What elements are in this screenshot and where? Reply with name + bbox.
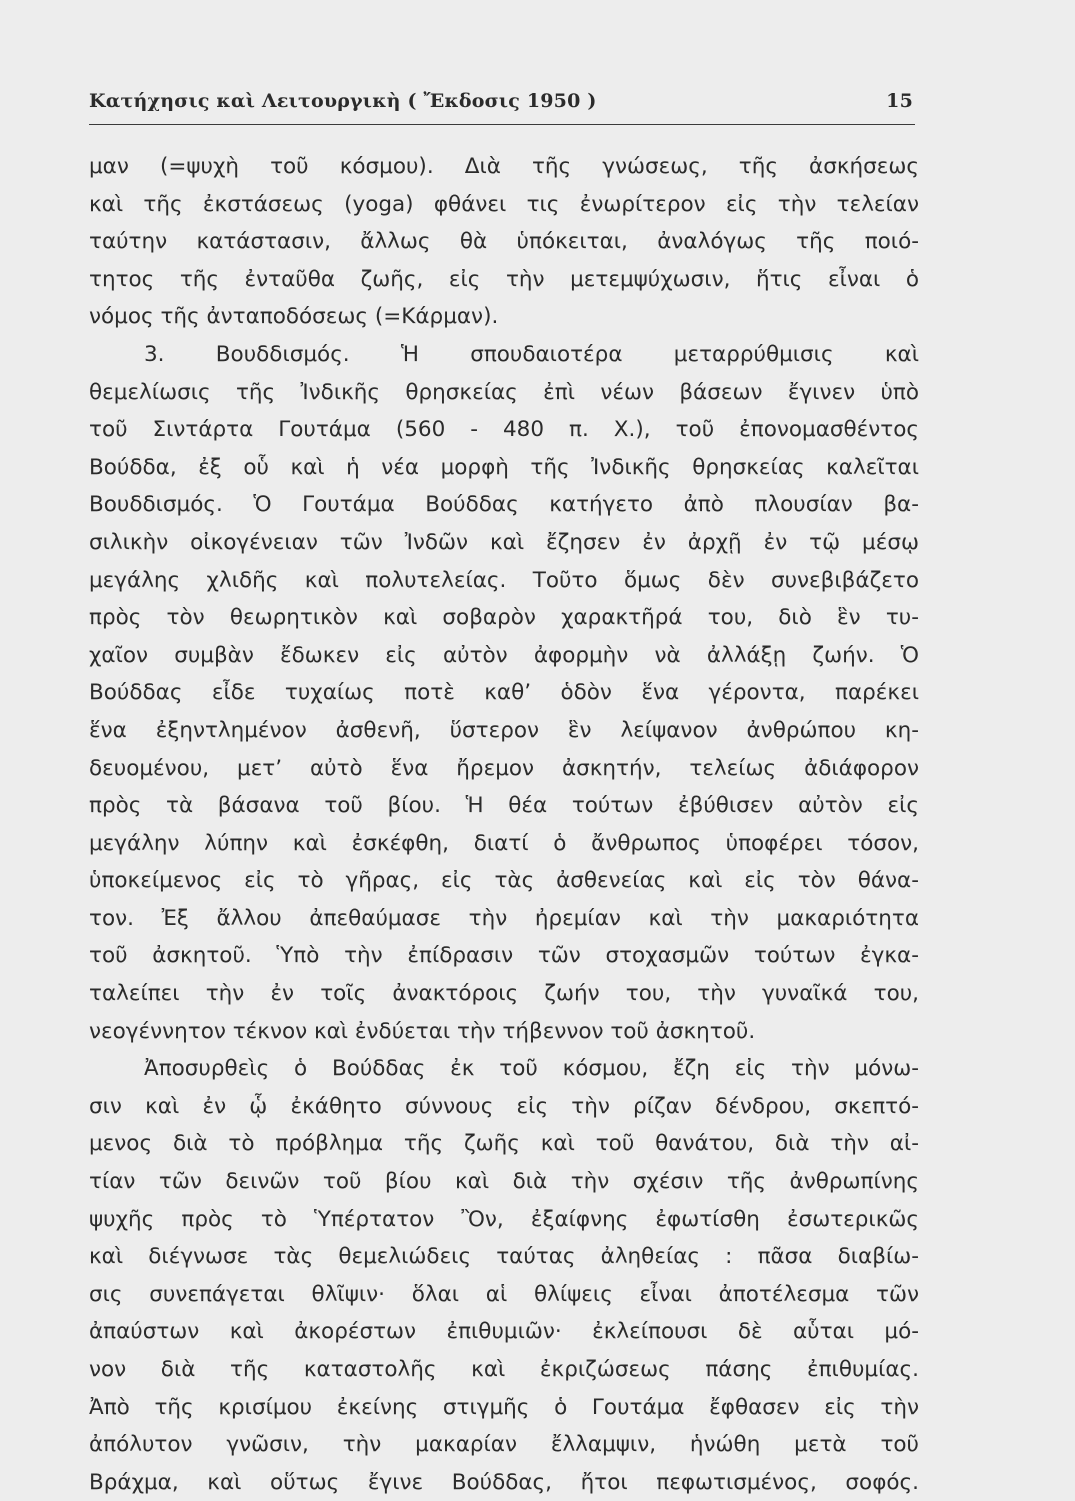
text-line: ψυχῆς πρὸς τὸ Ὑπέρτατον Ὂν, ἐξαίφνης ἐφωτίσθη ἐσωτερικῶς <box>89 1206 919 1232</box>
text-line: ὑποκείμενος εἰς τὸ γῆρας, εἰς τὰς ἀσθενείας καὶ εἰς τὸν θάνα- <box>89 868 919 894</box>
text-line: σις συνεπάγεται θλῖψιν· ὅλαι αἱ θλίψεις εἶναι ἀποτέλεσμα τῶν <box>89 1281 919 1307</box>
text-line: ταύτην κατάστασιν, ἄλλως θὰ ὑπόκειται, ἀναλόγως τῆς ποιό- <box>89 229 919 255</box>
text-line: Βούδδας εἶδε τυχαίως ποτὲ καθ’ ὁδὸν ἕνα γέροντα, παρέκει <box>89 680 919 706</box>
text-line: 3. Βουδδισμός. Ἡ σπουδαιοτέρα μεταρρύθμισις καὶ <box>144 341 919 367</box>
text-line: μενος διὰ τὸ πρόβλημα τῆς ζωῆς καὶ τοῦ θανάτου, διὰ τὴν αἰ- <box>89 1131 919 1157</box>
body-text <box>89 148 919 1501</box>
text-line: Βράχμα, καὶ οὕτως ἔγινε Βούδδας, ἤτοι πεφωτισμένος, σοφός. <box>89 1469 919 1495</box>
text-line: θεμελίωσις τῆς Ἰνδικῆς θρησκείας ἐπὶ νέων βάσεων ἔγινεν ὑπὸ <box>89 379 919 405</box>
text-line: καὶ τῆς ἐκστάσεως (yoga) φθάνει τις ἐνωρίτερον εἰς τὴν τελείαν <box>89 191 919 217</box>
text-line: νόμος τῆς ἀνταποδόσεως (=Κάρμαν). <box>89 304 499 330</box>
text-line: πρὸς τὰ βάσανα τοῦ βίου. Ἡ θέα τούτων ἐβύθισεν αὐτὸν εἰς <box>89 793 919 819</box>
text-line: χαῖον συμβὰν ἔδωκεν εἰς αὐτὸν ἀφορμὴν νὰ ἀλλάξῃ ζωήν. Ὁ <box>89 642 919 668</box>
text-line: τοῦ ἀσκητοῦ. Ὑπὸ τὴν ἐπίδρασιν τῶν στοχασμῶν τούτων ἐγκα- <box>89 943 919 969</box>
text-line: μαν (=ψυχὴ τοῦ κόσμου). Διὰ τῆς γνώσεως, τῆς ἀσκήσεως <box>89 154 919 179</box>
running-title: Κατήχησις καὶ Λειτουργικὴ ( Ἔκδοσις 1950 ) <box>89 90 597 112</box>
text-line: ἀπόλυτον γνῶσιν, τὴν μακαρίαν ἔλλαμψιν, ἡνώθη μετὰ τοῦ <box>89 1432 919 1458</box>
text-line: μεγάλης χλιδῆς καὶ πολυτελείας. Τοῦτο ὅμως δὲν συνεβιβάζετο <box>89 567 919 593</box>
text-line: Ἀποσυρθεὶς ὁ Βούδδας ἐκ τοῦ κόσμου, ἔζη εἰς τὴν μόνω- <box>144 1056 919 1082</box>
text-line: καὶ διέγνωσε τὰς θεμελιώδεις ταύτας ἀληθείας : πᾶσα διαβίω- <box>89 1244 919 1270</box>
text-line: σιν καὶ ἐν ᾧ ἐκάθητο σύννους εἰς τὴν ρίζαν δένδρου, σκεπτό- <box>89 1093 919 1119</box>
text-line: τον. Ἐξ ἄλλου ἀπεθαύμασε τὴν ἠρεμίαν καὶ τὴν μακαριότητα <box>89 905 919 931</box>
text-line: ἕνα ἐξηντλημένον ἀσθενῆ, ὕστερον ἓν λείψανον ἀνθρώπου κη- <box>89 717 919 743</box>
text-line: τοῦ Σιντάρτα Γουτάμα (560 - 480 π. Χ.), τοῦ ἐπονομασθέντος <box>89 417 919 443</box>
text-line: πρὸς τὸν θεωρητικὸν καὶ σοβαρὸν χαρακτῆρά του, διὸ ἓν τυ- <box>89 605 919 631</box>
text-line: νον διὰ τῆς καταστολῆς καὶ ἐκριζώσεως πάσης ἐπιθυμίας. <box>89 1357 919 1382</box>
text-line: τίαν τῶν δεινῶν τοῦ βίου καὶ διὰ τὴν σχέσιν τῆς ἀνθρωπίνης <box>89 1169 919 1195</box>
text-line: Ἀπὸ τῆς κρισίμου ἐκείνης στιγμῆς ὁ Γουτάμα ἔφθασεν εἰς τὴν <box>89 1394 919 1420</box>
text-line: ταλείπει τὴν ἐν τοῖς ἀνακτόροις ζωήν του, τὴν γυναῖκά του, <box>89 981 919 1007</box>
text-line: Βούδδα, ἐξ οὗ καὶ ἡ νέα μορφὴ τῆς Ἰνδικῆς θρησκείας καλεῖται <box>89 454 919 480</box>
text-line: ἀπαύστων καὶ ἀκορέστων ἐπιθυμιῶν· ἐκλείπουσι δὲ αὗται μό- <box>89 1319 919 1345</box>
page-number: 15 <box>886 90 913 112</box>
running-header <box>89 90 913 112</box>
text-line: τητος τῆς ἐνταῦθα ζωῆς, εἰς τὴν μετεμψύχωσιν, ἥτις εἶναι ὁ <box>89 266 919 292</box>
text-line: Βουδδισμός. Ὁ Γουτάμα Βούδδας κατήγετο ἀπὸ πλουσίαν βα- <box>89 492 919 518</box>
text-line: νεογέννητον τέκνον καὶ ἐνδύεται τὴν τήβεννον τοῦ ἀσκητοῦ. <box>89 1018 756 1044</box>
header-rule <box>89 124 915 125</box>
text-line: μεγάλην λύπην καὶ ἐσκέφθη, διατί ὁ ἄνθρωπος ὑποφέρει τόσον, <box>89 830 919 856</box>
text-line: δευομένου, μετ’ αὐτὸ ἕνα ἤρεμον ἀσκητήν, τελείως ἀδιάφορον <box>89 755 919 781</box>
text-line: σιλικὴν οἰκογένειαν τῶν Ἰνδῶν καὶ ἔζησεν ἐν ἀρχῇ ἐν τῷ μέσῳ <box>89 529 919 555</box>
